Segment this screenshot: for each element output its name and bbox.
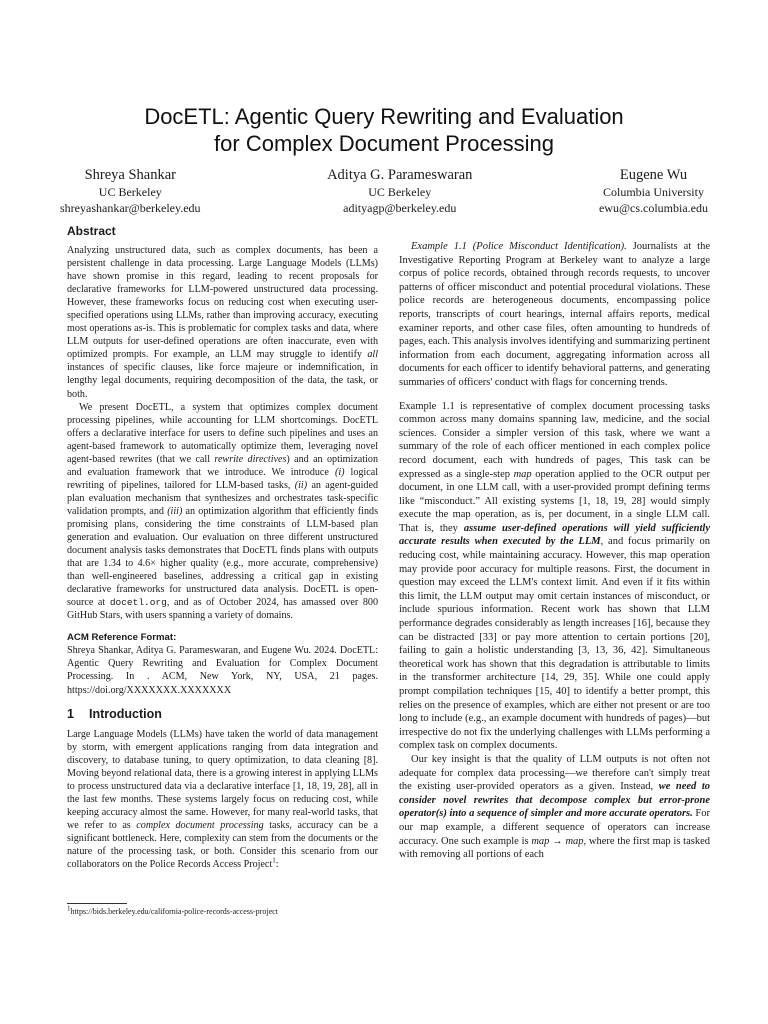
footnote xyxy=(67,903,378,917)
text-run: , where the first map is tasked with removing all portions of each xyxy=(399,835,710,861)
author-affiliation: Columbia University xyxy=(602,185,704,199)
author-email: shreyashankar@berkeley.edu xyxy=(60,201,201,215)
bold-emphasis: we need to consider novel rewrites that decompose complex but error-prone operator(s) into a sequence of simpler and more accurate operators. xyxy=(399,781,710,820)
bold-emphasis: assume user-defined operations will yield sufficiently accurate results when executed by the LLM xyxy=(399,522,710,548)
title-line-1: DocETL: Agentic Query Rewriting and Evaluation xyxy=(144,104,624,129)
title-line-2: for Complex Document Processing xyxy=(214,131,554,156)
text-run: Journalists at the Investigative Reporting Program at Berkeley want to analyze a large corpus of police records, obtained through records requests, to uncover patterns of officer misconduct and potential procedural violations. These police records are heterogeneous documents, encompassing police reports, transcripts of court hearings, internal affairs reports, medical examiner reports, and other case files, often amounting to hundreds of pages, each. This analysis involves identifying and summarizing pertinent information from each document, aggregating information across all documents for each officer to identify behavioral patterns, and generating summaries of officers' conduct with flags for concerning trends. xyxy=(399,241,710,388)
author-email: ewu@cs.columbia.edu xyxy=(598,201,708,215)
emphasis: rewrite directives xyxy=(214,453,287,465)
example-label: Example 1.1 (Police Misconduct Identification). xyxy=(411,241,627,252)
footnote-number: 1 xyxy=(67,904,71,913)
text-run: operation applied to the OCR output per document, in one LLM call, with a user-provided prompt defining terms like “misconduct.” All existing systems [1, 18, 19, 28] would simply execute the map operation, as is, per document, in a single LLM call. That is, they xyxy=(399,468,710,534)
right-paragraph-2 xyxy=(399,400,710,753)
abstract-heading: Abstract xyxy=(67,224,116,238)
text-run: an agent-guided plan evaluation mechanism that synthesizes and orchestrates task-specific validation prompts, and xyxy=(67,479,379,517)
docetl-link[interactable]: docetl.org xyxy=(109,597,167,609)
author-block xyxy=(60,166,201,216)
author-name: Eugene Wu xyxy=(619,167,688,183)
emphasis: (i) xyxy=(334,466,345,478)
example-paragraph xyxy=(399,240,710,390)
section-title: Introduction xyxy=(89,706,162,721)
right-column xyxy=(399,240,710,862)
author-name: Shreya Shankar xyxy=(84,167,176,183)
text-run: tasks, accuracy can be a significant bottleneck. Here, complexity can stem from the documents or the nature of the processing task, or both. Consider this scenario from our collaborators on the Police Records Access Project xyxy=(67,819,378,871)
text-run: Example 1.1 is representative of complex document processing tasks common across many domains spanning law, medicine, and the social sciences. Consider a simpler version of this task, where we want a summary of the role of each officer mentioned in each complex police record document, each with hundreds of pages, This task can be expressed as a single-step xyxy=(399,400,710,480)
text-run: For our map example, a different sequence of operators can increase accuracy. One such example is xyxy=(399,808,710,847)
emphasis: (iii) xyxy=(167,505,183,517)
section-number: 1 xyxy=(67,706,74,721)
text-run: ) and an optimization and evaluation framework that we introduce. We introduce xyxy=(67,453,378,478)
footnote-rule xyxy=(67,903,127,904)
footnote-marker[interactable]: 1 xyxy=(272,856,276,865)
author-affiliation: UC Berkeley xyxy=(368,185,432,199)
text-run: logical rewriting of pipelines, tailored for LLM-based tasks, xyxy=(67,466,378,491)
text-run: Our key insight is that the quality of LLM outputs is not often not adequate for complex data processing—we therefore can't simply treat the existing user-provided operators as a given. Instead, xyxy=(399,753,710,793)
left-column xyxy=(67,224,378,871)
text-run: , and as of October 2024, has amassed over 800 GitHub Stars, with users spanning a variety of domains. xyxy=(67,597,378,622)
author-email: adityagp@berkeley.edu xyxy=(343,201,457,215)
author-name: Aditya G. Parameswaran xyxy=(327,167,473,183)
text-run: instances of specific clauses, like force majeure or indemnification, in lengthy legal documents, requiring decomposition of the data, the task, or both. xyxy=(67,362,378,400)
emphasis: all xyxy=(367,349,378,361)
author-block xyxy=(599,166,708,216)
paragraph-gap xyxy=(399,390,710,400)
text-run: Large Language Models (LLMs) have taken the world of data management by storm, with emergent applications ranging from data integration and discovery, to database tuning, to query optimization, to data cleaning [8]. Moving beyond relational data, there is a growing interest in applying LLMs to process unstructured data via a declarative interface [1, 18, 19, 28], all in the last few months. These systems largely focus on reducing cost, while keeping accuracy almost the same. However, for many real-world tasks, that we refer to as xyxy=(67,728,378,831)
author-affiliation: UC Berkeley xyxy=(98,185,162,199)
emphasis: (ii) xyxy=(294,479,308,491)
text-run: Analyzing unstructured data, such as complex documents, has been a persistent challenge in data processing. Large Language Models (LLMs) have shown promise in this regard, leading to recent proposals for declarative frameworks for LLM-powered unstructured data processing. However, these frameworks focus on reducing cost when executing user-specified operations using LLMs, rather than improving accuracy, executing most operations as-is. This is problematic for complex tasks and data, where LLM outputs for user-defined operations are often inaccurate, even with optimized prompts. For example, an LLM may struggle to identify xyxy=(67,245,378,361)
abstract-paragraph-1 xyxy=(67,244,378,401)
footnote-url[interactable]: https://bids.berkeley.edu/california-police-records-access-project xyxy=(70,907,278,916)
text-run: : xyxy=(275,859,279,871)
abstract-paragraph-2 xyxy=(67,401,378,623)
intro-paragraph-1 xyxy=(67,728,378,872)
acm-reference-text: Shreya Shankar, Aditya G. Parameswaran, and Eugene Wu. 2024. DocETL: Agentic Query Rewriting and Evaluation for Complex Document Processing. In . ACM, New York, NY, USA, 21 pages. https://doi.org/XXXXXXX.XXXXXXX xyxy=(67,645,378,696)
paper-title xyxy=(0,103,768,157)
emphasis: map → map xyxy=(531,835,584,847)
acm-reference-heading: ACM Reference Format: xyxy=(67,632,177,644)
right-paragraph-3 xyxy=(399,753,710,862)
emphasis: complex document processing xyxy=(136,819,264,831)
author-block xyxy=(327,166,472,216)
introduction-heading xyxy=(67,707,378,722)
text-run: an optimization algorithm that efficiently finds promising plans, considering the time constraints of LLM-based plan generation and evaluation. Our evaluation on three different unstructured document analysis tasks demonstrates that DocETL finds plans with outputs that are 1.34 to 4.6× higher quality (e.g., more accurate, comprehensive) than well-engineered baselines, addressing a critical gap in existing declarative frameworks for unstructured data analysis. DocETL is open-source at xyxy=(67,505,378,609)
text-run: , and focus primarily on reducing cost, while maintaining accuracy. However, this map operation may provide poor accuracy for multiple reasons. First, the document in question may exceed the LLM's context limit. And even if it fits within this limit, the LLM output may omit certain instances of misconduct, or include spurious information. Recent work has shown that LLM performance degrades considerably as length increases [16], because they can be distracted [33] or pay more attention to certain portions [20], failing to gain a holistic understanding [3, 13, 36, 42]. Simultaneous theoretical work has shown that this degradation is attributable to limits in the transformer architecture [14, 29, 35]. While one could apply prompt compilation techniques [15, 40] to identify a better prompt, this relies on the presence of examples, which are either not present or are too long to include (e.g., an example document with hundreds of pages)—but irrespective do not fix the underlying challenges with LLMs performing a complex task on complex documents. xyxy=(399,536,710,752)
text-run: We present DocETL, a system that optimizes complex document processing pipelines, while accounting for LLM shortcomings. DocETL offers a declarative interface for users to define such pipelines and uses an agent-based framework to automatically optimize them, leveraging novel agent-based rewrites (that we call xyxy=(67,401,378,465)
emphasis: map xyxy=(513,468,532,480)
author-list xyxy=(60,166,708,216)
